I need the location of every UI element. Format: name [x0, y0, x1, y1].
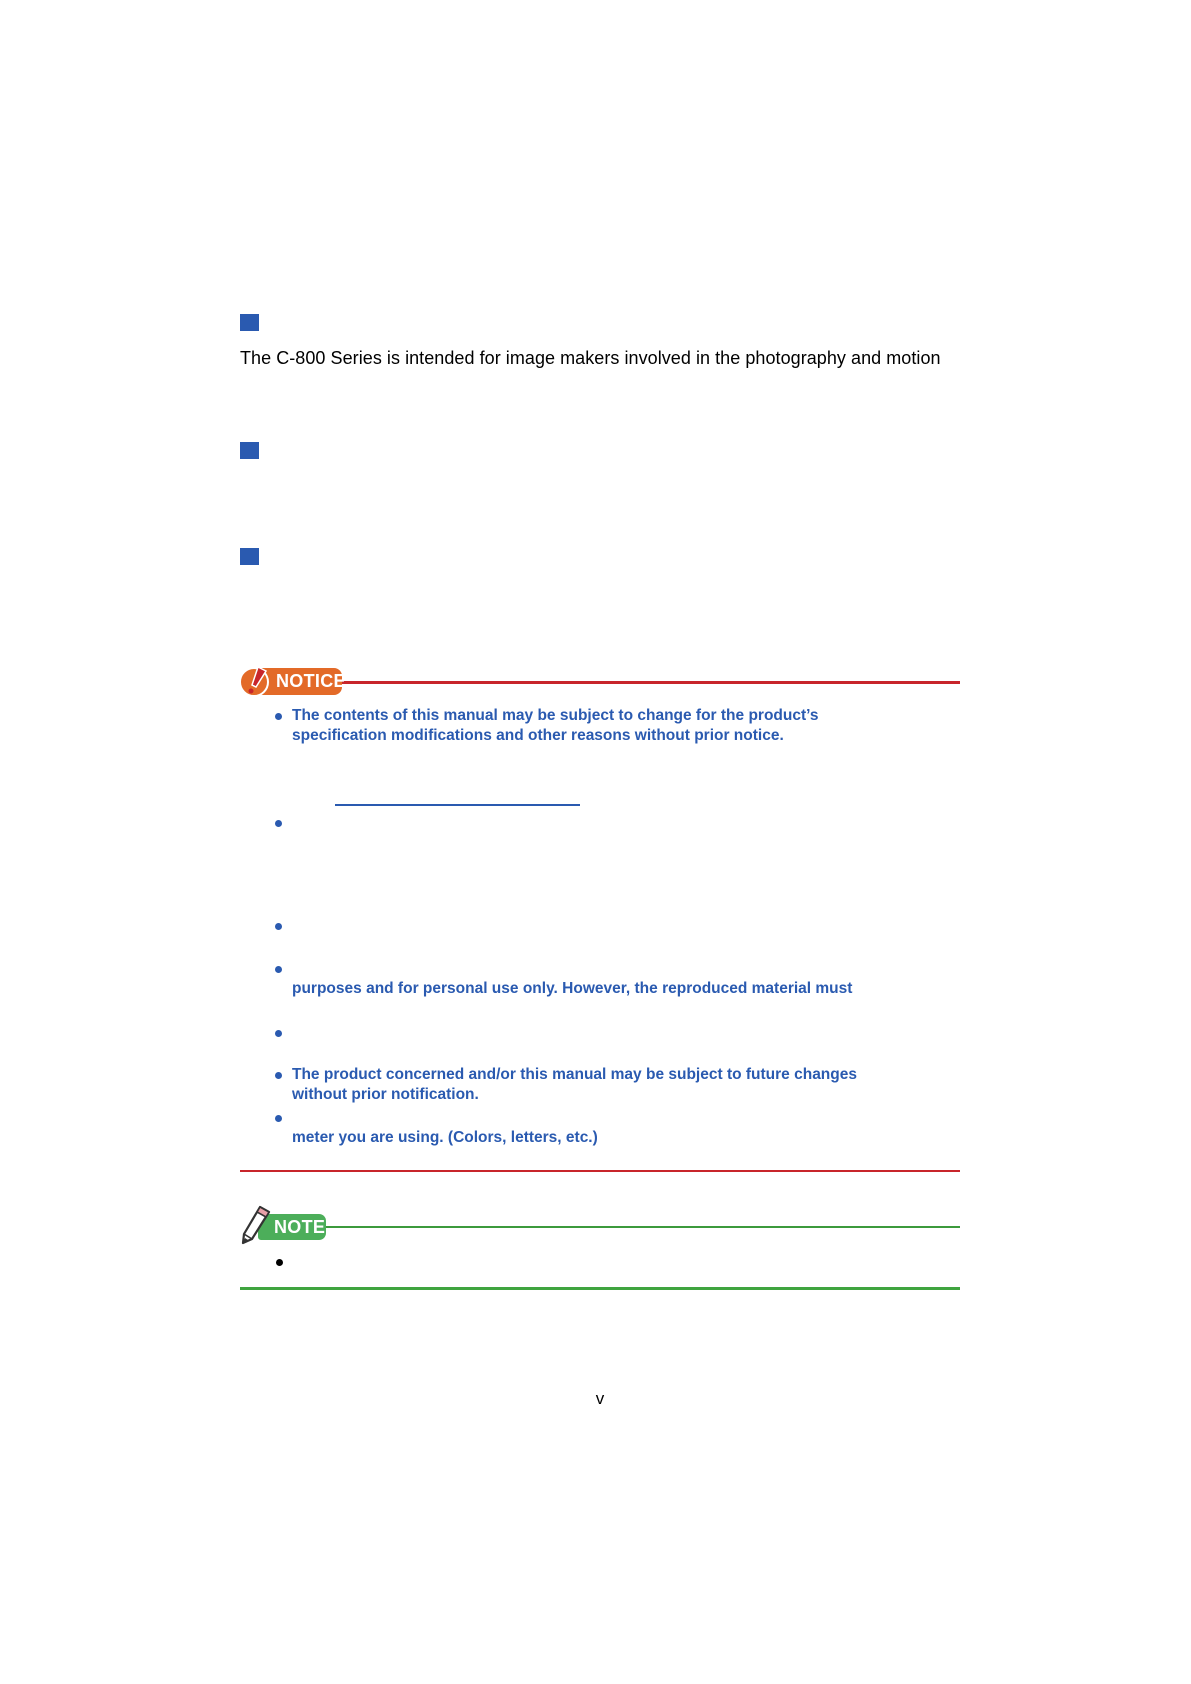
section-marker-3 [240, 548, 259, 565]
section-marker-2 [240, 442, 259, 459]
notice-bullet-4 [275, 966, 282, 973]
notice-item-1-line1: The contents of this manual may be subject to change for the product’s [292, 707, 819, 724]
notice-item-7-line2: meter you are using. (Colors, letters, etc.) [292, 1129, 598, 1146]
section-marker-1 [240, 314, 259, 331]
notice-bullet-2 [275, 820, 282, 827]
notice-bullet-7 [275, 1115, 282, 1122]
note-top-rule [318, 1226, 960, 1228]
notice-header [238, 663, 960, 699]
notice-bullet-3 [275, 923, 282, 930]
notice-badge-label: NOTICE [276, 671, 346, 691]
pin-icon [238, 663, 274, 699]
notice-item-6-line1: The product concerned and/or this manual may be subject to future changes [292, 1066, 857, 1083]
intro-paragraph: The C-800 Series is intended for image makers involved in the photography and motion [240, 348, 941, 368]
notice-top-rule [334, 681, 960, 684]
note-bottom-rule [240, 1287, 960, 1290]
notice-item-4-line2: purposes and for personal use only. However, the reproduced material must [292, 980, 853, 997]
page-number: v [595, 1389, 605, 1408]
notice-item-6-line2: without prior notification. [292, 1086, 479, 1103]
notice-bullet-6 [275, 1072, 282, 1079]
notice-bullet-5 [275, 1030, 282, 1037]
note-bullet-1 [276, 1259, 283, 1266]
pencil-icon [238, 1205, 272, 1245]
note-badge-label: NOTE [274, 1217, 326, 1237]
notice-bullet-1 [275, 713, 282, 720]
note-header [238, 1205, 960, 1245]
notice-link-underline[interactable] [335, 804, 580, 806]
notice-bottom-rule [240, 1170, 960, 1172]
notice-item-1-line2: specification modifications and other reasons without prior notice. [292, 727, 784, 744]
